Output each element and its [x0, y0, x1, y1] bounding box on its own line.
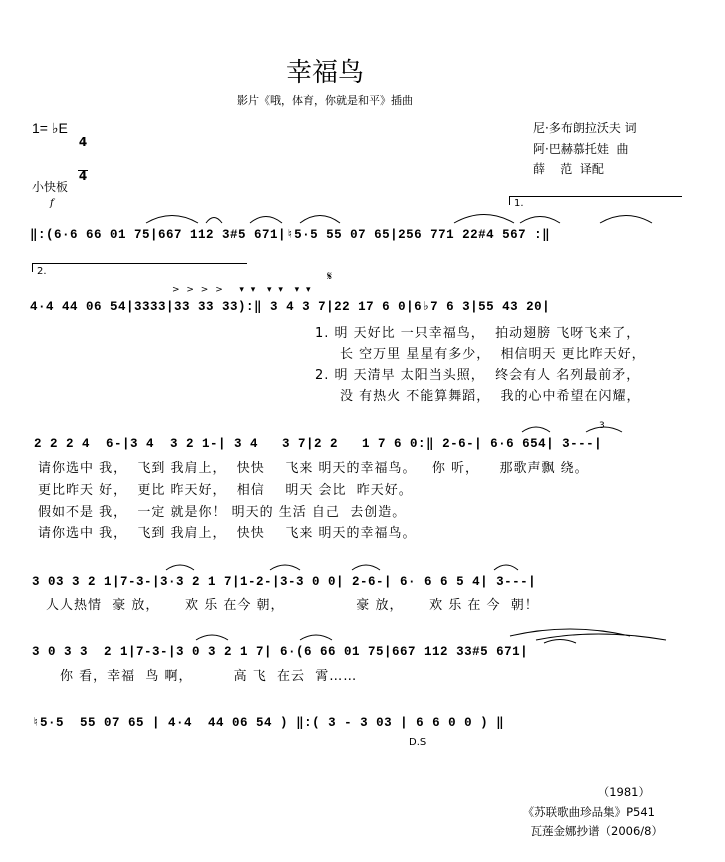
slur-arc	[520, 217, 560, 224]
slur-arc	[494, 565, 518, 570]
song-subtitle: 影片《哦，体育，你就是和平》插曲	[237, 94, 413, 107]
volta-bracket-1	[509, 196, 682, 205]
volta-label-2: 2.	[37, 266, 47, 277]
slur-arc	[166, 565, 194, 570]
slur-arc	[196, 635, 228, 640]
volta-label-1: 1.	[514, 198, 524, 209]
notation-row-2: 4·4 44 06 54|3333|33 33 33):‖ 3 4 3 7|22 17 6 0|6♭7 6 3|55 43 20|	[30, 300, 551, 314]
accent-marks: > > > > ▾ ▾ ▾ ▾ ▾ ▾	[172, 285, 313, 295]
slur-arc	[544, 640, 576, 644]
slur-arc	[352, 565, 380, 570]
credit-translator: 薛 范 译配	[533, 162, 604, 176]
lyric-verse1-line2: 长 空万里 星星有多少， 相信明天 更比昨天好，	[340, 347, 646, 362]
lyric-row3-line4: 请你选中 我， 飞到 我肩上， 快快 飞来 明天的幸福鸟。	[38, 526, 417, 541]
slur-arc	[600, 216, 652, 224]
time-signature-top: 4	[78, 135, 88, 149]
notation-row-6: ♮5·5 55 07 65 | 4·4 44 06 54 ) ‖:( 3 - 3 03 | 6 6 0 0 ) ‖	[32, 716, 505, 730]
lyric-verse2-line2: 没 有热火 不能算舞蹈， 我的心中希望在闪耀，	[340, 389, 641, 404]
lyric-verse1-line1: 1. 明 天好比 一只幸福鸟， 拍动翅膀 飞呀飞来了，	[315, 326, 641, 341]
lyric-row3-line3: 假如不是 我， 一定 就是你！ 明天的 生活 自己 去创造。	[38, 505, 407, 520]
credit-lyricist: 尼·多布朗拉沃夫 词	[533, 121, 637, 135]
slur-arc	[206, 218, 222, 224]
lyric-row5: 你 看，幸福 鸟 啊， 高 飞 在云 霄……	[60, 669, 358, 684]
footer-year: （1981）	[597, 785, 650, 799]
volta-bracket-2	[32, 263, 247, 272]
slur-arc	[454, 215, 514, 224]
key-signature: 1= ♭E	[32, 120, 68, 136]
footer-source: 《苏联歌曲珍品集》P541	[522, 805, 655, 819]
lyric-row3-line2: 更比昨天 好， 更比 昨天好， 相信 明天 会比 昨天好。	[38, 483, 413, 498]
lyric-row3-line1: 请你选中 我， 飞到 我肩上， 快快 飞来 明天的幸福鸟。 你 听， 那歌声飘 绕。	[38, 461, 589, 476]
time-signature-bottom: 4	[78, 169, 88, 183]
tempo-marking: 小快板	[32, 180, 69, 194]
slur-arc	[536, 634, 666, 640]
lyric-row4: 人人热情 豪 放， 欢 乐 在今 朝， 豪 放， 欢 乐 在 今 朝！	[46, 598, 539, 613]
lyric-verse2-line1: 2. 明 天清早 太阳当头照， 终会有人 名列最前矛，	[315, 368, 641, 383]
song-title: 幸福鸟	[285, 58, 364, 88]
slur-arc	[146, 216, 198, 224]
triplet-mark: 3	[599, 421, 605, 431]
slur-arc	[510, 629, 630, 636]
segno-sign: 𝄋	[327, 269, 333, 283]
dynamic-marking: f	[50, 198, 54, 209]
time-signature	[78, 115, 88, 193]
slur-arc	[270, 565, 300, 570]
slur-arc	[250, 217, 282, 224]
notation-row-4: 3 03 3 2 1|7-3-|3·3 2 1 7|1-2-|3-3 0 0| 2-6-| 6· 6 6 5 4| 3---|	[32, 575, 537, 589]
slur-arc	[300, 216, 340, 224]
slur-arc	[300, 635, 332, 640]
notation-row-1: ‖:(6·6 66 01 75|667 112 3#5 671|♮5·5 55 07 65|256 771 22#4 567 :‖	[30, 228, 551, 242]
slur-arc	[522, 427, 550, 432]
notation-row-3: 2 2 2 4 6-|3 4 3 2 1-| 3 4 3 7|2 2 1 7 6 0:‖ 2-6-| 6·6 654| 3---|	[34, 437, 603, 451]
ds-marking: D.S	[409, 737, 427, 748]
footer-transcriber: 瓦莲金娜抄谱（2006/8）	[530, 824, 663, 838]
notation-row-5: 3 0 3 3 2 1|7-3-|3 0 3 2 1 7| 6·(6 66 01 75|667 112 33#5 671|	[32, 645, 529, 659]
credit-composer: 阿·巴赫慕托娃 曲	[533, 142, 629, 156]
